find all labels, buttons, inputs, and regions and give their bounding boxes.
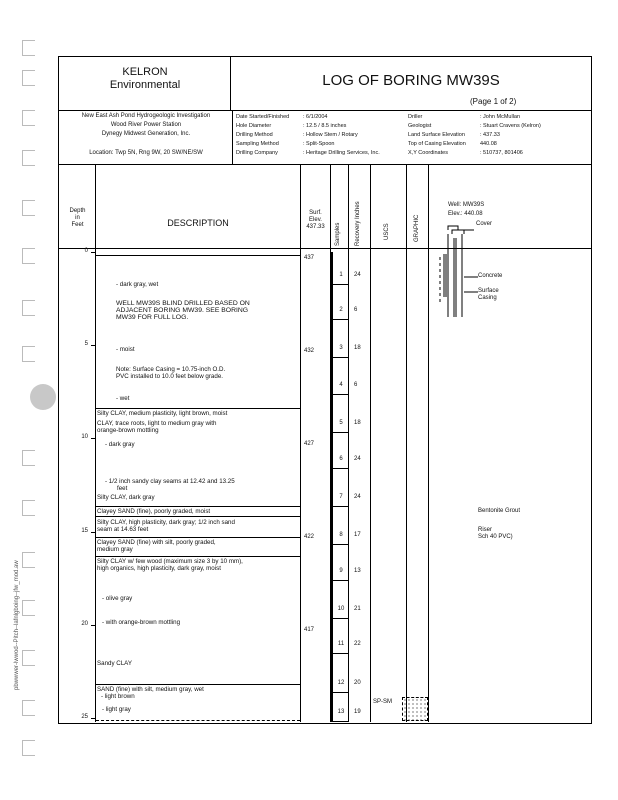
uscs-code: SP-SM xyxy=(373,699,393,705)
sample-divider xyxy=(331,721,348,722)
drilling-label: Drilling Company xyxy=(236,150,278,156)
depth-tick xyxy=(91,438,95,439)
sample-divider xyxy=(331,394,348,395)
surface-casing-label: Surface Casing xyxy=(478,288,499,301)
personnel-value: : 437.33 xyxy=(480,132,500,138)
sample-divider xyxy=(331,544,348,545)
company-name: KELRON xyxy=(122,66,168,78)
binder-hole xyxy=(22,150,35,166)
desc-sandy-clay: Sandy CLAY xyxy=(97,660,132,667)
desc-silty-clay-dark: Silty CLAY, dark gray xyxy=(97,494,155,501)
depth-tick xyxy=(91,345,95,346)
depth-tick-label: 20 xyxy=(81,620,88,627)
desc-moist: - moist xyxy=(116,346,135,353)
drilling-label: Sampling Method xyxy=(236,141,279,147)
desc-wet: - wet xyxy=(116,395,130,402)
sample-divider xyxy=(331,506,348,507)
recovery-inches: 18 xyxy=(354,345,361,351)
desc-olive-gray: - olive gray xyxy=(102,595,133,602)
sample-number: 12 xyxy=(337,680,345,686)
binder-hole xyxy=(22,248,35,264)
page-title: LOG OF BORING MW39S xyxy=(322,72,500,89)
desc-silty-clay-wood: Silty CLAY w/ few wood (maximum size 3 by 10 mm), high organics, high plasticity, dark gray, moist xyxy=(97,558,243,573)
desc-silty-clay-medium: Silty CLAY, medium plasticity, light brown, moist xyxy=(97,410,228,417)
sample-number: 3 xyxy=(339,345,343,351)
binder-hole xyxy=(22,110,35,126)
elev-tick-label: 437 xyxy=(304,254,315,261)
depth-tick-label: 25 xyxy=(81,714,88,720)
recovery-inches: 17 xyxy=(354,532,361,538)
personnel-label: Top of Casing Elevation xyxy=(408,141,466,147)
depth-tick xyxy=(91,718,95,719)
binder-hole xyxy=(22,40,35,56)
binder-hole xyxy=(22,200,35,216)
depth-header: Depth in Feet xyxy=(69,208,86,228)
sample-divider xyxy=(331,468,348,469)
binder-hole xyxy=(22,450,35,466)
desc-light-gray: - light gray xyxy=(102,706,131,713)
desc-clayey-sand: Clayey SAND (fine), poorly graded, moist xyxy=(97,508,211,515)
sample-divider xyxy=(331,653,348,654)
drilling-label: Hole Diameter xyxy=(236,123,272,129)
depth-tick-label: 10 xyxy=(81,434,88,441)
binder-hole xyxy=(22,740,35,756)
recovery-inches: 13 xyxy=(354,568,361,574)
elev-tick-label: 427 xyxy=(304,440,315,447)
sample-number: 9 xyxy=(339,568,343,574)
sample-number: 2 xyxy=(339,307,343,313)
drilling-label: Drilling Method xyxy=(236,132,273,138)
sample-divider xyxy=(331,432,348,433)
desc-clay-roots: CLAY, trace roots, light to medium gray with orange-brown mottling xyxy=(97,420,217,435)
binder-hole xyxy=(22,600,35,616)
sample-divider xyxy=(331,357,348,358)
project-location: Location: Twp 5N, Rng 9W, 20 SW/NE/SW xyxy=(89,150,203,156)
graphic-sand-pattern xyxy=(402,697,428,721)
sample-number: 5 xyxy=(339,420,343,426)
depth-tick xyxy=(91,252,95,253)
project-site: Wood River Power Station xyxy=(110,122,182,128)
page-number: (Page 1 of 2) xyxy=(470,97,517,106)
desc-clayey-sand-silt: Clayey SAND (fine) with silt, poorly graded, medium gray xyxy=(97,539,216,554)
sample-divider xyxy=(331,319,348,320)
well-name: Well: MW39S xyxy=(448,202,485,208)
borehole-line xyxy=(330,252,333,722)
drilling-label: Date Started/Finished xyxy=(236,114,290,120)
side-file-note: pbwwwer-lwwod--Pitch--lafnlgboing--jfw_mod.aw xyxy=(14,560,20,690)
sample-number: 11 xyxy=(337,641,345,647)
riser-label: Riser Sch 40 PVC) xyxy=(478,527,513,540)
recovery-inches: 24 xyxy=(354,456,361,462)
desc-sandy-clay-seams: - 1/2 inch sandy clay seams at 12.42 and 13.25 feet xyxy=(105,478,235,493)
drilling-value: : Split-Spoon xyxy=(303,141,335,147)
recovery-inches: 24 xyxy=(354,494,361,500)
elev-tick-label: 422 xyxy=(304,534,315,541)
personnel-label: Driller xyxy=(408,114,423,120)
project-name: New East Ash Pond Hydrogeologic Investigation xyxy=(81,113,211,119)
sample-number: 6 xyxy=(339,456,343,462)
sample-divider xyxy=(331,284,348,285)
personnel-label: Geologist xyxy=(408,123,432,129)
depth-tick xyxy=(91,625,95,626)
desc-dark-gray-wet: - dark gray, wet xyxy=(116,281,159,288)
binder-hole xyxy=(22,346,35,362)
recovery-inches: 20 xyxy=(354,680,361,686)
company-division: Environmental xyxy=(109,79,181,91)
personnel-label: Land Surface Elevation xyxy=(408,132,465,138)
recovery-inches: 18 xyxy=(354,420,361,426)
binder-hole xyxy=(22,650,35,666)
well-elevation: Elev.: 440.08 xyxy=(448,211,483,217)
binder-hole xyxy=(22,300,35,316)
binder-hole xyxy=(22,552,35,568)
sample-number: 10 xyxy=(337,606,345,612)
personnel-value: : 510737, 801406 xyxy=(480,150,523,156)
elev-tick-label: 417 xyxy=(304,627,315,634)
elev-tick-label: 432 xyxy=(304,347,315,354)
description-header: DESCRIPTION xyxy=(167,218,229,228)
drilling-value: : 12.5 / 8.5 inches xyxy=(303,123,347,129)
drilling-value: : Heritage Drilling Services, Inc. xyxy=(303,150,380,156)
personnel-value: : John McMullan xyxy=(480,114,521,120)
depth-tick-label: 0 xyxy=(84,248,88,254)
sample-number: 8 xyxy=(339,532,343,538)
binder-hole xyxy=(22,700,35,716)
sample-number: 4 xyxy=(339,382,343,388)
recovery-header: Recovery Inches xyxy=(355,201,361,246)
personnel-value: : Stuart Cravens (Kelron) xyxy=(480,123,541,129)
sample-divider xyxy=(331,618,348,619)
well-cover-label: Cover xyxy=(476,221,493,227)
punch-mark xyxy=(30,384,56,410)
graphic-header: GRAPHIC xyxy=(414,214,420,242)
personnel-label: X,Y Coordinates xyxy=(408,150,448,156)
sample-number: 7 xyxy=(339,494,343,500)
grout-label: Bentonite Grout xyxy=(478,508,521,514)
desc-orange-brown: - with orange-brown mottling xyxy=(102,619,181,626)
desc-blind-drilled: WELL MW39S BLIND DRILLED BASED ON ADJACENT BORING MW39. SEE BORING MW39 FOR FULL LOG. xyxy=(116,300,250,322)
samples-header: Samples xyxy=(335,222,341,246)
concrete-label: Concrete xyxy=(478,273,503,279)
desc-sand-silt: SAND (fine) with silt, medium gray, wet - light brown xyxy=(97,686,204,701)
desc-dark-gray: - dark gray xyxy=(105,441,135,448)
binder-hole xyxy=(22,500,35,516)
depth-tick-label: 15 xyxy=(81,527,88,534)
sample-number: 1 xyxy=(339,272,343,278)
depth-tick-label: 5 xyxy=(84,341,88,348)
sample-number: 13 xyxy=(337,709,345,715)
drilling-value: : Hollow Stem / Rotary xyxy=(303,132,358,138)
project-client: Dynegy Midwest Generation, Inc. xyxy=(101,131,191,137)
recovery-inches: 21 xyxy=(354,606,361,612)
binder-hole xyxy=(22,70,35,86)
recovery-inches: 19 xyxy=(354,709,361,715)
uscs-header: USCS xyxy=(384,223,390,240)
sample-divider xyxy=(331,580,348,581)
recovery-inches: 6 xyxy=(354,307,358,313)
personnel-value: 440.08 xyxy=(480,141,497,147)
sample-divider xyxy=(331,692,348,693)
depth-tick xyxy=(91,532,95,533)
desc-silty-clay-high: Silty CLAY, high plasticity, dark gray; 1/2 inch sand seam at 14.63 feet xyxy=(97,519,235,534)
elevation-header: Surf. Elev. 437.33 xyxy=(306,210,325,230)
recovery-inches: 22 xyxy=(354,641,361,647)
desc-surface-casing-note: Note: Surface Casing = 10.75-inch O.D. PVC installed to 10.0 feet below grade. xyxy=(116,366,226,381)
recovery-inches: 6 xyxy=(354,382,358,388)
recovery-inches: 24 xyxy=(354,272,361,278)
drilling-value: : 6/1/2004 xyxy=(303,114,328,120)
